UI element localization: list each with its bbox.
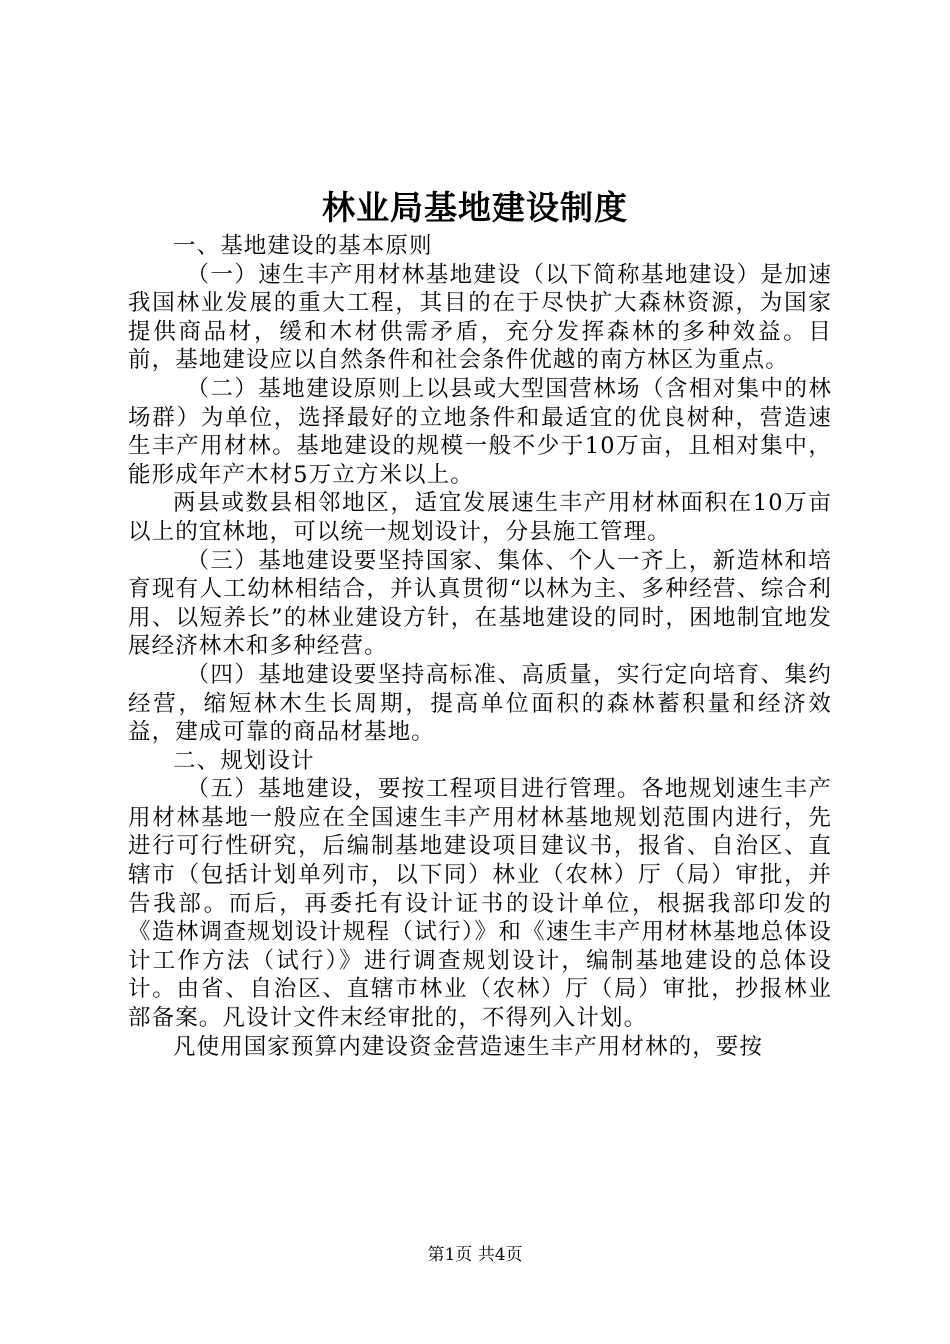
paragraph-clause-1: （一）速生丰产用材林基地建设（以下简称基地建设）是加速我国林业发展的重大工程，其目的在于尽快扩大森林资源，为国家提供商品材，缓和木材供需矛盾，充分发挥森林的多种效益。目前，基地建设应以自然条件和社会条件优越的南方林区为重点。: [128, 261, 832, 374]
paragraph-clause-3: （三）基地建设要坚持国家、集体、个人一齐上，新造林和培育现有人工幼林相结合，并认真贯彻“以林为主、多种经营、综合利用、以短养长”的林业建设方针，在基地建设的同时，困地制宜地发展经济林木和多种经营。: [128, 547, 832, 660]
section-heading-planning: 二、规划设计: [173, 747, 315, 774]
paragraph-clause-2-supplement: 两县或数县相邻地区，适宜发展速生丰产用材林面积在10万亩以上的宜林地，可以统一规划设计，分县施工管理。: [128, 490, 832, 545]
paragraph-clause-4: （四）基地建设要坚持高标准、高质量，实行定向培育、集约经营，缩短林木生长周期，提高单位面积的森林蓄积量和经济效益，建成可靠的商品材基地。: [128, 661, 832, 746]
page-number-footer: 第1页 共4页: [427, 1245, 523, 1265]
paragraph-clause-2: （二）基地建设原则上以县或大型国营林场（含相对集中的林场群）为单位，选择最好的立地条件和最适宜的优良树种，营造速生丰产用材林。基地建设的规模一般不少于10万亩，且相对集中，能形成年产木材5万立方米以上。: [128, 375, 832, 488]
paragraph-budget-fragment: 凡使用国家预算内建设资金营造速生丰产用材林的，要按: [173, 1033, 764, 1060]
section-heading-principles: 一、基地建设的基本原则: [173, 233, 433, 259]
paragraph-clause-5: （五）基地建设，要按工程项目进行管理。各地规划速生丰产用材林基地一般应在全国速生丰产用材林基地规划范围内进行，先进行可行性研究，后编制基地建设项目建议书，报省、自治区、直辖市（包括计划单列市，以下同）林业（农林）厅（局）审批，并告我部。而后，再委托有设计证书的设计单位，根据我部印发的《造林调查规划设计规程（试行）》和《速生丰产用材林基地总体设计工作方法（试行）》进行调查规划设计，编制基地建设的总体设计。由省、自治区、直辖市林业（农林）厅（局）审批，抄报林业部备案。凡设计文件末经审批的，不得列入计划。: [128, 776, 832, 1032]
document-body: [128, 232, 832, 1061]
document-title: 林业局基地建设制度: [322, 188, 628, 227]
